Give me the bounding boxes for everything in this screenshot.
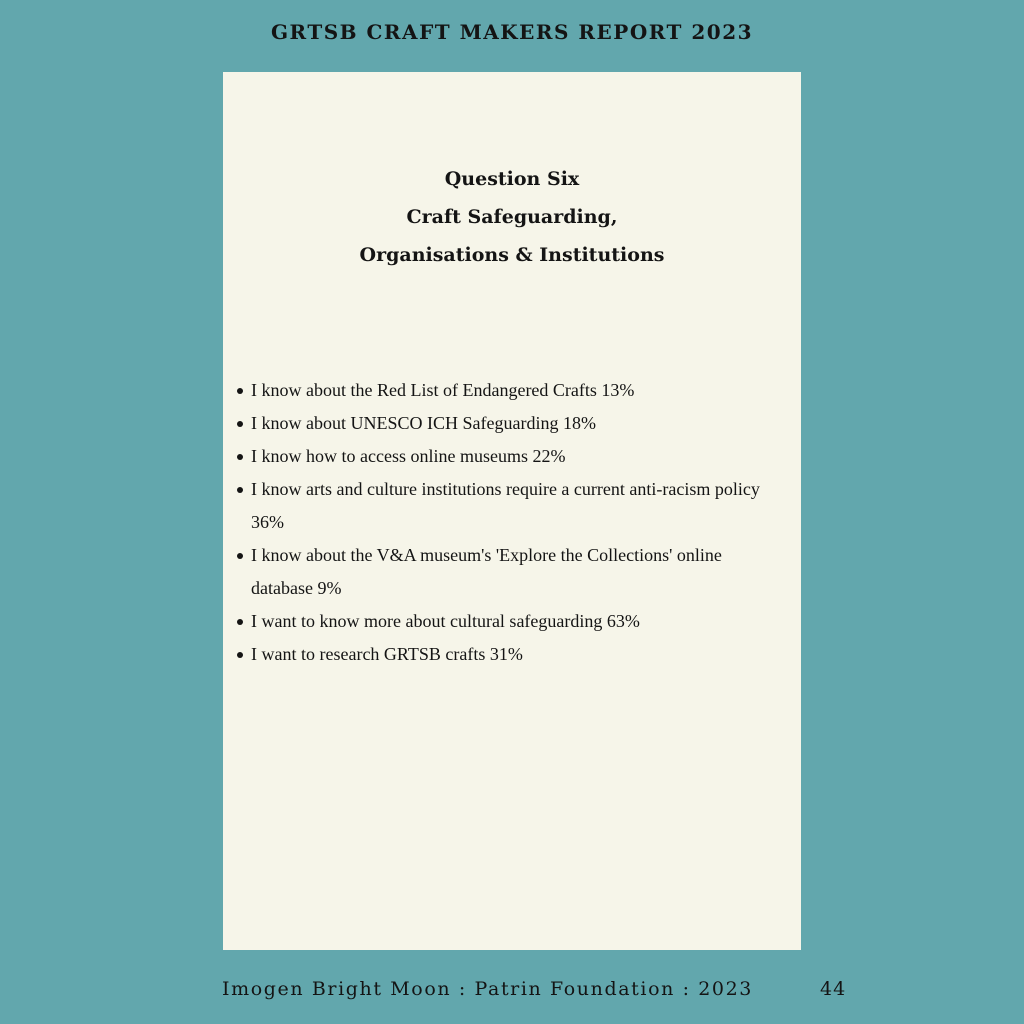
bullet-icon (237, 619, 243, 625)
list-item-text: I want to research GRTSB crafts 31% (251, 644, 523, 664)
page-number: 44 (820, 978, 847, 1000)
bullet-icon (237, 487, 243, 493)
bullet-icon (237, 652, 243, 658)
survey-results-list (251, 374, 781, 671)
bullet-icon (237, 553, 243, 559)
report-title: GRTSB CRAFT MAKERS REPORT 2023 (270, 20, 754, 44)
list-item (251, 440, 781, 473)
list-item-text: I know about the Red List of Endangered Crafts 13% (251, 380, 635, 400)
question-heading (223, 160, 801, 274)
list-item-text: I know about the V&A museum's 'Explore the Collections' online database 9% (251, 545, 722, 598)
question-number: Question Six (444, 168, 580, 190)
bullet-icon (237, 454, 243, 460)
list-item (251, 605, 781, 638)
content-page (223, 72, 801, 950)
list-item-text: I know about UNESCO ICH Safeguarding 18% (251, 413, 596, 433)
list-item (251, 638, 781, 671)
list-item (251, 407, 781, 440)
bullet-icon (237, 421, 243, 427)
list-item-text: I want to know more about cultural safeguarding 63% (251, 611, 640, 631)
bullet-icon (237, 388, 243, 394)
question-subtopic: Organisations & Institutions (359, 244, 665, 266)
question-topic: Craft Safeguarding, (406, 206, 618, 228)
list-item (251, 374, 781, 407)
list-item-text: I know arts and culture institutions require a current anti-racism policy 36% (251, 479, 760, 532)
list-item-text: I know how to access online museums 22% (251, 446, 566, 466)
list-item (251, 539, 781, 605)
list-item (251, 473, 781, 539)
footer-credit: Imogen Bright Moon : Patrin Foundation : 2023 (222, 978, 753, 1000)
